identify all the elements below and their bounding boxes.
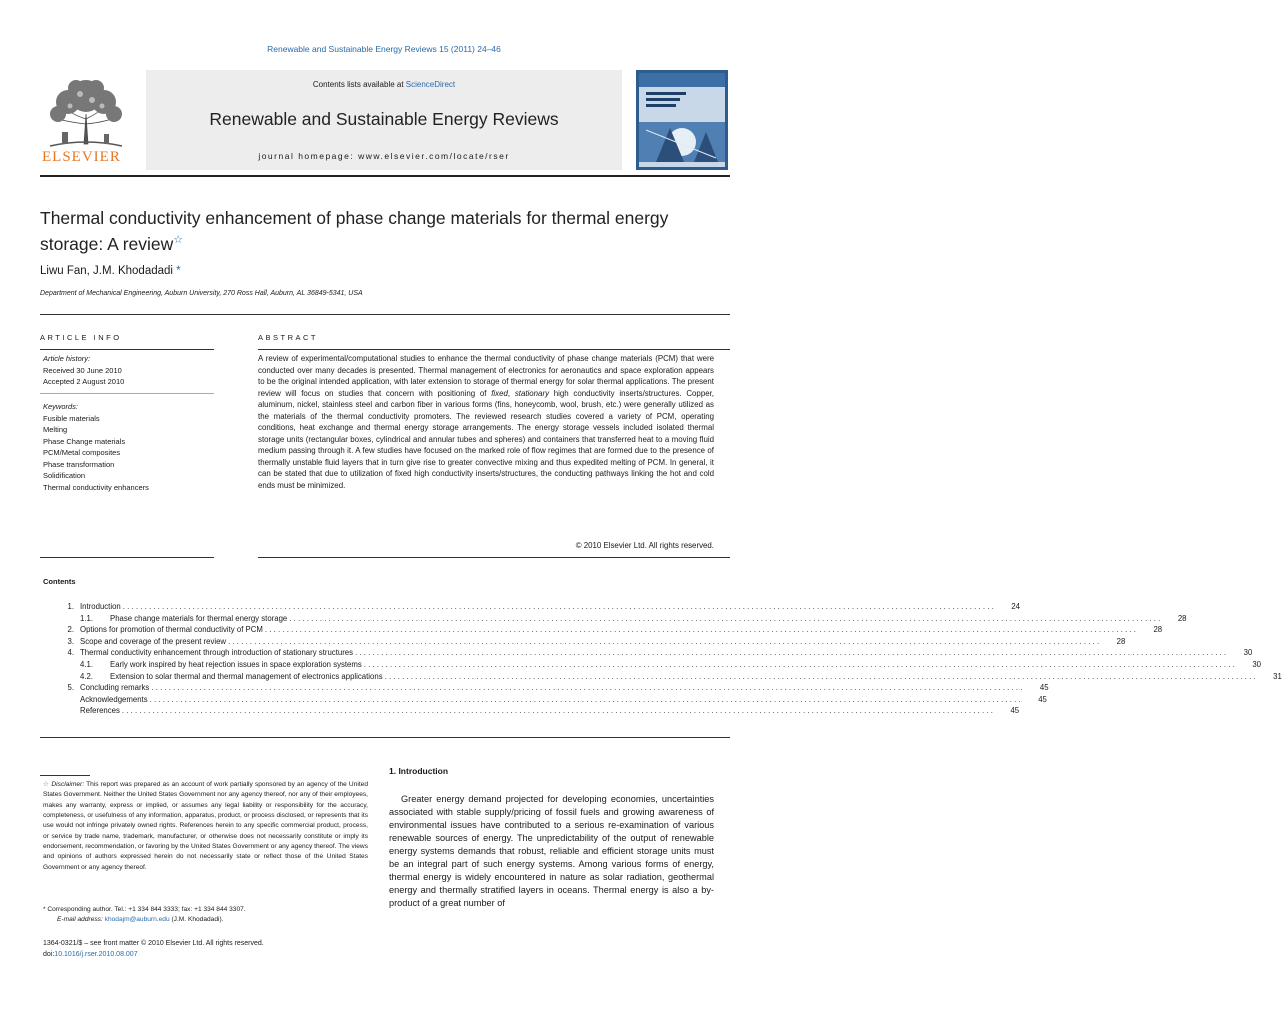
toc-page-number: 24 bbox=[1011, 602, 1020, 611]
toc-subnumber: 1.1. bbox=[80, 613, 94, 623]
contents-prefix: Contents lists available at bbox=[312, 80, 406, 89]
table-of-contents bbox=[40, 601, 1282, 717]
article-title-line2: storage: A review bbox=[40, 233, 174, 254]
abstract-rule bbox=[258, 349, 730, 350]
toc-number bbox=[40, 694, 74, 706]
journal-name: Renewable and Sustainable Energy Reviews bbox=[209, 109, 559, 129]
toc-leader-dots: ........................................................................................................................................................................................................ bbox=[149, 694, 1023, 704]
keyword: PCM/Metal composites bbox=[43, 448, 121, 457]
keyword: Phase transformation bbox=[43, 459, 115, 469]
toc-title: Acknowledgements bbox=[80, 694, 148, 704]
toc-entry[interactable] bbox=[40, 682, 1049, 694]
toc-page-number: 45 bbox=[1010, 706, 1020, 716]
toc-leader-dots: ........................................................................................................................................................................................................ bbox=[228, 636, 1102, 646]
doi-link[interactable]: 10.1016/j.rser.2010.08.007 bbox=[54, 951, 138, 958]
keywords-label: Keywords: bbox=[43, 402, 79, 411]
title-footnote-mark[interactable]: ☆ bbox=[173, 234, 184, 246]
journal-reference[interactable]: Renewable and Sustainable Energy Reviews 15 (2011) 24–46 bbox=[267, 44, 501, 54]
history-label: Article history: bbox=[43, 354, 91, 363]
author-names: Liwu Fan, J.M. Khodadadi bbox=[40, 265, 173, 277]
toc-leader-dots: ........................................................................................................................................................................................................ bbox=[151, 683, 1025, 693]
article-info-heading: ARTICLE INFO bbox=[40, 333, 122, 342]
toc-entry[interactable] bbox=[40, 624, 1163, 636]
toc-title: Phase change materials for thermal energy storage bbox=[110, 613, 288, 623]
toc-entry[interactable] bbox=[40, 636, 1126, 648]
toc-page-number: 28 bbox=[1116, 636, 1126, 646]
corresponding-author-footnote bbox=[43, 905, 373, 926]
toc-number: 5. bbox=[67, 683, 74, 693]
toc-number: 1. bbox=[67, 602, 74, 611]
toc-subnumber: 4.1. bbox=[80, 659, 94, 669]
disclaimer-footnote bbox=[43, 780, 368, 873]
affiliation-rule bbox=[40, 314, 730, 315]
toc-title: References bbox=[80, 706, 120, 716]
footnote-rule bbox=[40, 775, 90, 776]
toc-leader-dots: ........................................................................................................................................................................................................ bbox=[264, 625, 1139, 635]
toc-title: Scope and coverage of the present review bbox=[80, 636, 227, 646]
disclaimer-text: This report was prepared as an account of work partially sponsored by an agency of the United States Government. Neither the United States Government nor any agency thereof, nor any of their employees, makes any warranty, express or implied, or assumes any legal liability or responsibility for the accuracy, completeness, or usefulness of any information, apparatus, product, or process disclosed, or represents that its use would not infringe privately owned rights. References herein to any specific commercial product, process, or service by trade name, trademark, manufacturer, or otherwise does not necessarily constitute or imply its endorsement, recommendation, or favoring by the United States Government or any agency thereof. The views and opinions of authors expressed herein do not necessarily state or reflect those of the United States Government or any agency thereof. bbox=[43, 781, 368, 871]
accepted-date: Accepted 2 August 2010 bbox=[43, 377, 125, 386]
contents-available-line bbox=[146, 80, 622, 89]
authors bbox=[40, 265, 181, 277]
article-info-bottom-rule bbox=[40, 557, 214, 558]
abstract-part1: A review of experimental/computational studies to enhance the thermal conductivity of phase change materials (PCM) that were conducted over many decades is presented. Thermal management of electronics for aeronautics and space exploration appears to be the original intended application, with later extension to storage of thermal energy for solar thermal applications. The present review will focus on studies that concern with positioning of bbox=[258, 354, 714, 398]
email-link[interactable]: khodajm@auburn.edu bbox=[104, 916, 170, 924]
toc-number bbox=[40, 659, 74, 671]
abstract-text bbox=[258, 353, 714, 492]
sciencedirect-link[interactable]: ScienceDirect bbox=[405, 80, 456, 89]
toc-page-number: 45 bbox=[1039, 683, 1049, 693]
toc-page-number: 31 bbox=[1273, 671, 1282, 681]
corresponding-author-contact: * Corresponding author. Tel.: +1 334 844 3333; fax: +1 334 844 3307. bbox=[43, 906, 246, 913]
abstract-italic-fixed: fixed bbox=[491, 388, 508, 398]
toc-leader-dots: ........................................................................................................................................................................................................ bbox=[355, 648, 1229, 658]
abstract-sep: , bbox=[507, 388, 515, 398]
toc-page-number: 28 bbox=[1177, 613, 1187, 623]
corresponding-author-mark[interactable]: * bbox=[172, 265, 181, 277]
toc-number bbox=[40, 671, 74, 683]
toc-entry[interactable] bbox=[40, 705, 1020, 717]
toc-page-number: 28 bbox=[1153, 625, 1163, 635]
toc-title: Introduction bbox=[80, 602, 121, 611]
journal-cover-image bbox=[636, 70, 728, 170]
journal-homepage[interactable]: journal homepage: www.elsevier.com/locate/rser bbox=[258, 151, 510, 161]
article-history bbox=[43, 353, 124, 388]
toc-page-number: 30 bbox=[1243, 648, 1253, 658]
toc-entry[interactable] bbox=[40, 647, 1253, 659]
keywords-rule bbox=[40, 393, 214, 394]
toc-page-number: 30 bbox=[1252, 659, 1262, 669]
toc-number bbox=[40, 705, 74, 717]
keyword: Solidification bbox=[43, 471, 86, 480]
toc-title: Options for promotion of thermal conductivity of PCM bbox=[80, 625, 263, 635]
keyword: Phase Change materials bbox=[43, 436, 126, 446]
disclaimer-mark: ☆ bbox=[43, 781, 50, 788]
header-rule bbox=[40, 175, 730, 177]
affiliation: Department of Mechanical Engineering, Auburn University, 270 Ross Hall, Auburn, AL 36849-5341, USA bbox=[40, 290, 363, 297]
article-title-line1: Thermal conductivity enhancement of phase change materials for thermal energy bbox=[40, 208, 669, 228]
toc-number: 3. bbox=[67, 636, 74, 646]
toc-entry[interactable] bbox=[40, 601, 1020, 613]
contents-heading: Contents bbox=[43, 577, 76, 586]
toc-leader-dots: ........................................................................................................................................................................................................ bbox=[289, 613, 1163, 623]
toc-page-number: 45 bbox=[1038, 694, 1047, 704]
article-title bbox=[40, 207, 730, 255]
keyword: Thermal conductivity enhancers bbox=[43, 482, 149, 492]
toc-leader-dots: ........................................................................................................................................................................................................ bbox=[122, 602, 996, 611]
toc-title: Extension to solar thermal and thermal management of electronics applications bbox=[110, 671, 383, 681]
toc-leader-dots: ........................................................................................................................................................................................................ bbox=[363, 659, 1238, 669]
abstract-bottom-rule bbox=[258, 557, 730, 558]
issn-line: 1364-0321/$ – see front matter © 2010 Elsevier Ltd. All rights reserved. bbox=[43, 940, 264, 947]
introduction-text: Greater energy demand projected for developing economies, uncertainties associated with stable supply/pricing of fossil fuels and growing awareness of environmental issues have contributed to a serious re-examination of various renewable sources of energy. The unpredictability of the output of renewable energy systems demands that robust, reliable and efficient storage units must be an integral part of such energy systems. Among various forms of energy, thermal energy is widely encountered in nature as solar radiation, geothermal energy and thermally stratified layers in oceans. Thermal energy is also a by-product of a great number of bbox=[389, 794, 714, 908]
toc-subnumber: 4.2. bbox=[80, 671, 94, 681]
received-date: Received 30 June 2010 bbox=[43, 365, 122, 375]
email-label: E-mail address: bbox=[57, 916, 105, 924]
article-info-rule bbox=[40, 349, 214, 350]
abstract-heading: ABSTRACT bbox=[258, 333, 319, 342]
toc-title: Concluding remarks bbox=[80, 683, 150, 693]
toc-entry[interactable] bbox=[40, 694, 1047, 706]
abstract-italic-stationary: stationary bbox=[514, 388, 550, 398]
doi-label: doi: bbox=[43, 951, 55, 958]
toc-leader-dots: ........................................................................................................................................................................................................ bbox=[121, 706, 996, 716]
abstract-part2: high conductivity inserts/structures. Copper, aluminum, nickel, stainless steel and carbon fiber in various forms (fins, honeycomb, wool, brush, etc.) were generally utilized as the materials of the thermal conductivity promoters. The reviewed research studies covered a variety of PCM, operating conditions, heat exchange and thermal energy storage arrangements. The energy storage vessels included isolated thermal storage units (rectangular boxes, cylindrical and annular tubes and spheres) and containers that transferred heat to a moving fluid medium passing through it. A few studies have focused on the marked role of flow regimes that are formed due to the presence of thermally unstable fluid layers that in turn give rise to greater convective mixing and thus expedited melting of PCM. In general, it can be stated that due to utilization of fixed high conductivity inserts/structures, the conducting pathways linking the hot and cold ends must be minimized. bbox=[258, 388, 714, 491]
toc-entry[interactable] bbox=[40, 659, 1262, 671]
disclaimer-label: Disclaimer: bbox=[51, 781, 85, 788]
toc-title: Thermal conductivity enhancement through introduction of stationary structures bbox=[80, 648, 354, 658]
toc-number: 4. bbox=[67, 648, 74, 658]
toc-number bbox=[40, 613, 74, 625]
abstract-copyright: © 2010 Elsevier Ltd. All rights reserved. bbox=[575, 541, 714, 550]
email-suffix: (J.M. Khodadadi). bbox=[169, 916, 224, 924]
toc-leader-dots: ........................................................................................................................................................................................................ bbox=[384, 671, 1258, 681]
toc-title: Early work inspired by heat rejection issues in space exploration systems bbox=[110, 659, 362, 669]
toc-number: 2. bbox=[67, 625, 74, 635]
contents-rule bbox=[40, 737, 730, 738]
keyword: Melting bbox=[43, 425, 68, 434]
keywords-block bbox=[43, 401, 149, 493]
toc-entry[interactable] bbox=[40, 613, 1187, 625]
keyword: Fusible materials bbox=[43, 413, 100, 423]
toc-entry[interactable] bbox=[40, 671, 1282, 683]
front-matter-info bbox=[43, 938, 264, 960]
introduction-heading: 1. Introduction bbox=[389, 766, 449, 776]
elsevier-wordmark[interactable]: ELSEVIER bbox=[42, 149, 121, 165]
